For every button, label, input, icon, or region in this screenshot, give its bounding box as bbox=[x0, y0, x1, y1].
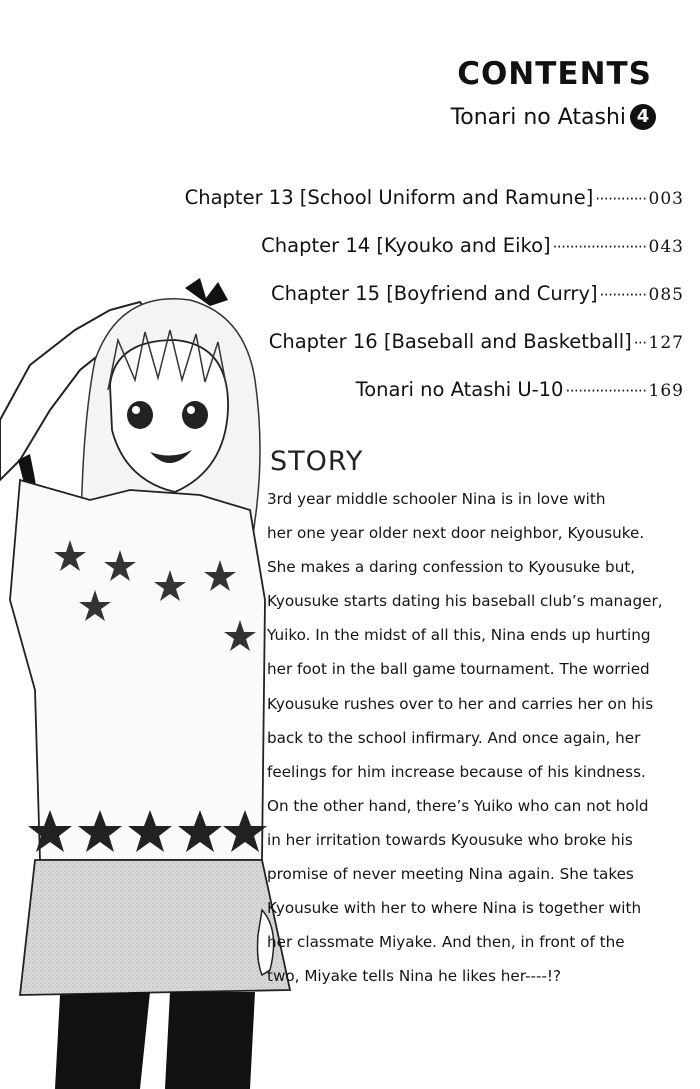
toc-page-number: 003 bbox=[648, 189, 684, 209]
toc-page-number: 085 bbox=[648, 285, 684, 305]
story-line: feelings for him increase because of his kindness. bbox=[267, 762, 646, 781]
toc-label: Chapter 14 [Kyouko and Eiko] bbox=[261, 234, 551, 257]
story-line: back to the school infirmary. And once again, her bbox=[267, 728, 641, 747]
table-of-contents bbox=[124, 186, 684, 426]
volume-subtitle bbox=[451, 104, 656, 130]
story-line: Kyousuke starts dating his baseball club’s manager, bbox=[267, 592, 663, 611]
toc-label: Tonari no Atashi U-10 bbox=[355, 378, 564, 401]
story-line: Yuiko. In the midst of all this, Nina ends up hurting bbox=[267, 626, 651, 645]
toc-entry[interactable] bbox=[124, 186, 684, 234]
toc-page-number: 127 bbox=[648, 333, 684, 353]
story-heading: STORY bbox=[270, 446, 364, 477]
story-text bbox=[267, 487, 697, 998]
toc-entry[interactable] bbox=[124, 234, 684, 282]
toc-page-number: 043 bbox=[648, 237, 684, 257]
story-line: promise of never meeting Nina again. She takes bbox=[267, 865, 634, 884]
story-line: her one year older next door neighbor, Kyousuke. bbox=[267, 524, 645, 543]
series-title: Tonari no Atashi bbox=[450, 104, 626, 130]
story-line: two, Miyake tells Nina he likes her----!? bbox=[267, 967, 562, 986]
toc-label: Chapter 16 [Baseball and Basketball] bbox=[268, 330, 632, 353]
toc-entry[interactable] bbox=[124, 282, 684, 330]
toc-leader-dots: ··········· bbox=[599, 286, 647, 304]
contents-title: CONTENTS bbox=[457, 56, 652, 92]
story-line: She makes a daring confession to Kyousuke but, bbox=[267, 558, 636, 577]
toc-entry[interactable] bbox=[124, 330, 684, 378]
volume-badge: 4 bbox=[630, 104, 656, 130]
toc-entry[interactable] bbox=[124, 378, 684, 426]
toc-page-number: 169 bbox=[648, 381, 684, 401]
story-line: On the other hand, there’s Yuiko who can not hold bbox=[267, 796, 649, 815]
toc-leader-dots: ············ bbox=[595, 190, 647, 208]
story-line: in her irritation towards Kyousuke who broke his bbox=[267, 830, 633, 849]
story-line: Kyousuke with her to where Nina is together with bbox=[267, 899, 642, 918]
toc-leader-dots: ······················ bbox=[552, 238, 647, 256]
story-line: her foot in the ball game tournament. The worried bbox=[267, 660, 650, 679]
story-line: 3rd year middle schooler Nina is in love with bbox=[267, 490, 606, 508]
toc-label: Chapter 13 [School Uniform and Ramune] bbox=[184, 186, 594, 209]
toc-label: Chapter 15 [Boyfriend and Curry] bbox=[271, 282, 598, 305]
toc-leader-dots: ··· bbox=[633, 334, 647, 352]
toc-leader-dots: ··················· bbox=[565, 382, 647, 400]
story-line: Kyousuke rushes over to her and carries her on his bbox=[267, 694, 654, 713]
story-line: her classmate Miyake. And then, in front of the bbox=[267, 933, 625, 952]
